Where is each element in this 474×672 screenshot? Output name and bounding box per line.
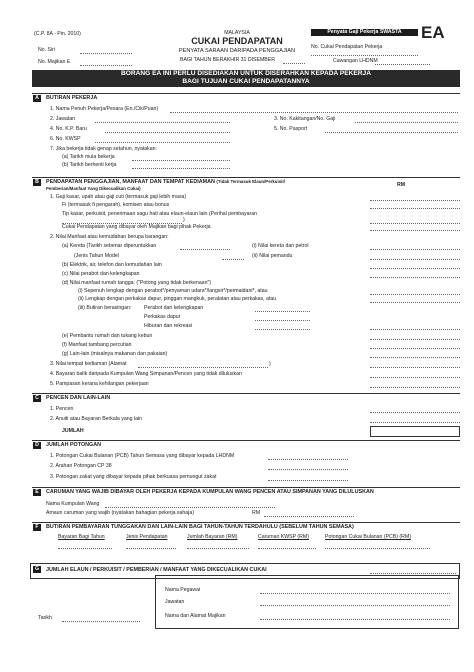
- pasport-label: 5. No. Pasport: [274, 126, 308, 132]
- banner-line-1: BORANG EA INI PERLU DISEDIAKAN UNTUK DISERAHKAN KEPADA PEKERJA: [121, 70, 371, 77]
- pcb-field[interactable]: [268, 459, 348, 460]
- section-b-letter: B: [33, 179, 41, 186]
- pencen-label: 1. Pencen: [50, 406, 74, 412]
- pembantu-field[interactable]: [370, 339, 460, 340]
- perabot-field[interactable]: [370, 277, 460, 278]
- section-a-title: BUTIRAN PEKERJA: [46, 95, 98, 101]
- rumah-tangga-label: (d) Nilai manfaat rumah tangga: ("Potong yang tidak berkenaan"): [62, 280, 212, 286]
- tip-label: Tip kasar, perkuisit, penerimaan sagu hati atau elaun-elaun lain (Perihal pembayaran: [62, 211, 258, 217]
- jenis-field[interactable]: [126, 548, 176, 549]
- no-siri-field[interactable]: [80, 53, 132, 54]
- zakat-field[interactable]: [268, 480, 348, 481]
- section-b-header: [32, 177, 460, 186]
- pencen-field[interactable]: [370, 412, 460, 413]
- perabot-kelengkapan-field[interactable]: [255, 311, 310, 312]
- page-title: CUKAI PENDAPATAN: [191, 36, 283, 46]
- tarikh-field[interactable]: [62, 621, 140, 622]
- section-d-title: JUMLAH POTONGAN: [46, 442, 102, 448]
- no-majikan-field[interactable]: [80, 65, 132, 66]
- model-field[interactable]: [222, 259, 244, 260]
- pcb-label: 1. Potongan Cukai Bulanan (PCB) Tahun Semasa yang dibayar kepada LHDNM: [50, 453, 235, 459]
- tidak-genap-label: 7. Jika bekerja tidak genap setahun, nyatakan:: [50, 146, 157, 152]
- zakat-label: 3. Potongan zakat yang dibayar kepada pihak berkuasa pemungut zakat: [50, 474, 217, 480]
- cukai-majikan-label: Cukai Pendapatan yang dibayar oleh Majikan bagi pihak Pekerja: [62, 224, 211, 230]
- nilai-kereta-field[interactable]: [370, 249, 460, 250]
- col-jumlah-bayaran: Jumlah Bayaran (RM): [187, 534, 238, 540]
- mula-label: (a) Tarikh mula bekerja: [62, 154, 115, 160]
- perkakas-dapur-field[interactable]: [255, 320, 310, 321]
- kp-field[interactable]: [105, 132, 230, 133]
- sepenuh-lengkap-field[interactable]: [370, 294, 460, 295]
- lain-lain-label: (g) Lain-lain (misalnya makanan dan pakaian): [62, 351, 168, 357]
- section-d-header: [32, 440, 460, 449]
- jumlah-bayaran-field[interactable]: [187, 548, 249, 549]
- mula-field[interactable]: [132, 160, 230, 161]
- kwsp-field[interactable]: [95, 142, 230, 143]
- signature-box: [155, 575, 459, 629]
- perabot-label: (c) Nilai perabot dan kelengkapan: [62, 271, 140, 277]
- berhenti-label: (b) Tarikh berhenti kerja: [62, 162, 117, 168]
- cawangan-label: Cawangan LHDNM: [333, 58, 378, 64]
- no-siri-label: No. Siri: [38, 47, 56, 53]
- year-label: BAGI TAHUN BERAKHIR 31 DISEMBER: [180, 57, 275, 63]
- perabot-kelengkapan-label: Perabot dan kelengkapan: [144, 305, 204, 311]
- sepenuh-lengkap-label: (i) Sepenuh lengkap dengan perabot*/penyaman udara*/langsir*/permaidani*, atau: [78, 288, 268, 294]
- tip-field[interactable]: [370, 223, 460, 224]
- col-bayaran-tahun: Bayaran Bagi Tahun: [58, 534, 105, 540]
- caruman-field[interactable]: [264, 516, 354, 517]
- col-caruman-kwsp: Caruman KWSP (RM): [258, 534, 309, 540]
- no-cukai-label: No. Cukai Pendapatan Pekerja: [311, 44, 383, 50]
- fi-label: Fi (termasuk fi pengarah), komisen atau bonus: [62, 202, 170, 208]
- anuiti-field[interactable]: [370, 422, 460, 423]
- perkakas-dapur-label: Perkakas dapur: [144, 314, 181, 320]
- cp38-label: 2. Arahan Potongan CP 38: [50, 463, 112, 469]
- section-e-header: [32, 487, 460, 496]
- section-c-title: PENCEN DAN LAIN-LAIN: [46, 395, 111, 401]
- nama-field[interactable]: [170, 112, 458, 113]
- anuiti-label: 2. Anuiti atau Bayaran Berkala yang lain: [50, 416, 142, 422]
- no-majikan-label: No. Majikan E: [38, 59, 71, 65]
- jumlah-label: JUMLAH: [62, 428, 84, 434]
- butiran-total-field[interactable]: [370, 329, 460, 330]
- form-subtitle: PENYATA SARAAN DARIPADA PENGGAJIAN: [178, 48, 296, 54]
- nilai-pemandu-field[interactable]: [370, 259, 460, 260]
- hiburan-label: Hiburan dan rekreasi: [144, 323, 193, 329]
- section-b-title-text: PENDAPATAN PENGGAJIAN, MANFAAT DAN TEMPAT KEDIAMAN: [46, 179, 215, 185]
- pasport-field[interactable]: [325, 132, 458, 133]
- section-c-letter: C: [33, 395, 41, 402]
- bayaran-balik-label: 4. Bayaran balik daripada Kumpulan Wang Simpanan/Pencen yang tidak diluluskan: [50, 371, 242, 377]
- bayaran-balik-field[interactable]: [370, 377, 460, 378]
- section-f-header: [32, 522, 460, 531]
- tambang-field[interactable]: [370, 348, 460, 349]
- pembantu-label: (e) Pembantu rumah dan tukang kebun: [62, 333, 153, 339]
- form-code: (C.P. 8A - Pin. 2010): [34, 31, 81, 37]
- kwsp-label: 6. No. KWSP: [50, 136, 81, 142]
- jawatan-pegawai-label: Jawatan: [165, 599, 185, 605]
- col-pcb: Potongan Cukai Bulanan (PCB) (RM): [325, 534, 411, 540]
- kediaman-close-paren: ): [269, 361, 271, 367]
- instruction-banner: [32, 70, 460, 87]
- section-g-title: JUMLAH ELAUN / PERKUISIT / PEMBERIAN / MANFAAT YANG DIKECUALIKAN CUKAI: [46, 567, 267, 573]
- jenis-kereta-label: (Jenis Tahun Model: [74, 253, 119, 259]
- tambang-label: (f) Manfaat tambang percutian: [62, 342, 132, 348]
- elaun-field[interactable]: [370, 573, 456, 574]
- nama-pegawai-label: Nama Pegawai: [165, 587, 201, 593]
- banner-line-2: BAGI TUJUAN CUKAI PENDAPATANNYA: [182, 78, 310, 85]
- butiran-berasingan-label: (iii) Butiran berasingan:: [78, 305, 132, 311]
- kediaman-field[interactable]: [370, 367, 460, 368]
- kp-label: 4. No. K.P. Baru: [50, 126, 87, 132]
- year-field[interactable]: [283, 63, 305, 64]
- section-b-title: [46, 179, 285, 185]
- section-g-letter: G: [34, 566, 40, 572]
- caruman-label: Amaun caruman yang wajib (nyatakan bahagian pekerja sahaja): [46, 510, 194, 516]
- kumpulan-wang-field[interactable]: [105, 507, 275, 508]
- form-letters: EA: [421, 23, 445, 42]
- tip-close-paren: ): [183, 217, 185, 223]
- caruman-rm-label: RM: [252, 510, 261, 516]
- nilai-pemandu-label: (ii) Nilai pemandu: [252, 253, 293, 259]
- nama-label: 1. Nama Penuh Pekerja/Pesara (En./Cik/Puan): [50, 106, 159, 112]
- section-e-title: CARUMAN YANG WAJIB DIBAYAR OLEH PEKERJA KEPADA KUMPULAN WANG PENCEN ATAU SIMPANAN YANG DILULUSKAN: [46, 489, 374, 495]
- berhenti-field[interactable]: [132, 168, 230, 169]
- no-cukai-field[interactable]: [311, 55, 418, 56]
- hiburan-field[interactable]: [255, 329, 310, 330]
- lain-lain-field[interactable]: [370, 357, 460, 358]
- rm-header: RM: [397, 182, 406, 188]
- fi-field[interactable]: [370, 208, 460, 209]
- country-label: MALAYSIA: [224, 30, 250, 36]
- pampasan-label: 5. Pampasan kerana kehilangan pekerjaan: [50, 381, 149, 387]
- alamat-majikan-label: Nama dan Alamat Majikan: [165, 613, 226, 619]
- tarikh-label: Tarikh: [38, 615, 52, 621]
- jawatan-pegawai-field[interactable]: [260, 605, 450, 606]
- nilai-kereta-label: (i) Nilai kereta dan petrol: [252, 243, 309, 249]
- section-a-letter: A: [33, 95, 41, 102]
- kwsp-caruman-field[interactable]: [258, 548, 316, 549]
- cawangan-field[interactable]: [375, 64, 430, 65]
- jawatan-label: 2. Jawatan: [50, 116, 76, 122]
- manfaat-label: 2. Nilai Manfaat atau kemudahan berupa barangan:: [50, 234, 169, 240]
- kediaman-label: 3. Nilai tempat kediaman (Alamat: [50, 361, 127, 367]
- cp38-field[interactable]: [268, 469, 348, 470]
- section-e-letter: E: [33, 489, 41, 496]
- jumlah-field[interactable]: [370, 426, 460, 437]
- elektrik-field[interactable]: [370, 268, 460, 269]
- section-b-note: (Tidak Termasuk Elaun/Perkuisit/: [216, 179, 286, 184]
- section-b-note-2: Pemberian/Manfaat Yang Dikecualikan Cukai): [46, 186, 141, 191]
- kereta-tarikh-field[interactable]: [180, 249, 230, 250]
- kediaman-alamat-field[interactable]: [138, 367, 268, 368]
- section-a-header: [32, 93, 460, 102]
- col-jenis-pendapatan: Jenis Pendapatan: [126, 534, 168, 540]
- section-d-letter: D: [33, 442, 41, 449]
- kereta-label: (a) Kereta (Tarikh sebenar diperuntukkan: [62, 243, 157, 249]
- section-f-title: BUTIRAN PEMBAYARAN TUNGGAKAN DAN LAIN-LAIN BAGI TAHUN-TAHUN TERDAHULU (SEBELUM TAHUN SEMASA): [46, 524, 354, 530]
- tahun-field[interactable]: [58, 548, 112, 549]
- jawatan-field[interactable]: [95, 122, 230, 123]
- elektrik-label: (b) Elektrik, air, telefon dan kemudahan lain: [62, 262, 162, 268]
- gaji-kasar-field[interactable]: [370, 200, 460, 201]
- section-f-letter: F: [33, 524, 41, 531]
- alamat-majikan-field[interactable]: [260, 619, 450, 620]
- lengkap-dapur-field[interactable]: [370, 302, 460, 303]
- no-gaji-label: 3. No. Kakitangan/No. Gaji: [274, 116, 336, 122]
- no-gaji-field[interactable]: [355, 122, 458, 123]
- lengkap-dapur-label: (ii) Lengkap dengan perkakas dapur, pinggan mangkuk, peralatan atau perkakas, atau: [78, 296, 277, 302]
- employer-type-badge: Penyata Gaji Pekerja SWASTA: [311, 29, 418, 36]
- cukai-majikan-field[interactable]: [370, 230, 460, 231]
- nama-pegawai-field[interactable]: [260, 593, 450, 594]
- gaji-kasar-label: 1. Gaji kasar, upah atau gaji cuti (termasuk gaji lebih masa): [50, 194, 187, 200]
- pampasan-field[interactable]: [370, 387, 460, 388]
- kumpulan-wang-label: Nama Kumpulan Wang: [46, 501, 100, 507]
- pcb-tahun-field[interactable]: [325, 548, 430, 549]
- section-c-header: [32, 393, 460, 402]
